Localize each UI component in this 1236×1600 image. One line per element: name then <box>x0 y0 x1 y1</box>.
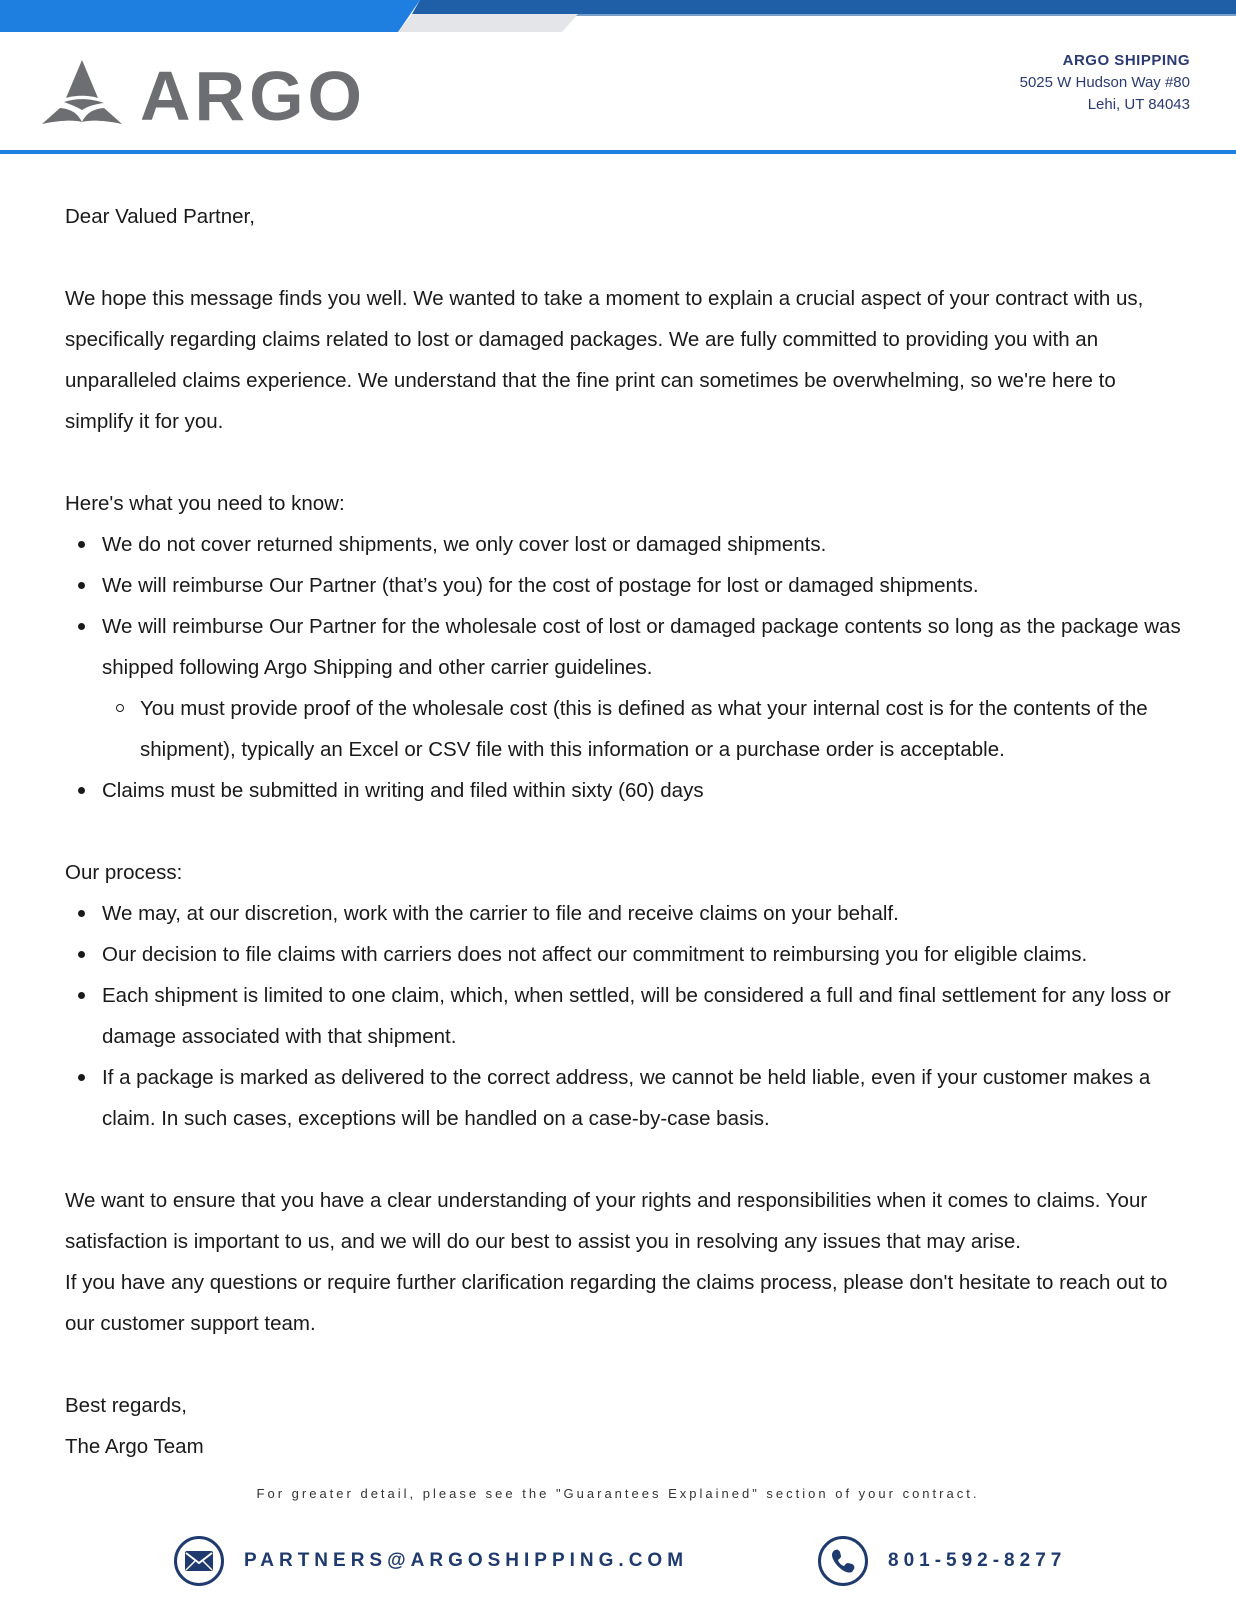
email-link[interactable]: PARTNERS@ARGOSHIPPING.COM <box>244 1550 689 1571</box>
know-heading: Here's what you need to know: <box>65 492 345 515</box>
phone-icon <box>818 1536 868 1586</box>
company-address <box>1020 50 1190 116</box>
argo-sail-logo-icon <box>42 60 122 124</box>
list-item: Claims must be submitted in writing and filed within sixty (60) days <box>65 770 1185 811</box>
footer-note: For greater detail, please see the "Guarantees Explained" section of your contract. <box>256 1486 980 1501</box>
salutation: Dear Valued Partner, <box>65 205 255 228</box>
process-heading: Our process: <box>65 861 183 884</box>
header-divider <box>0 150 1236 154</box>
list-item: If a package is marked as delivered to the correct address, we cannot be held liable, even if your customer makes a claim. In such cases, exceptions will be handled on a case-by-case basis. <box>65 1057 1185 1139</box>
list-item: Each shipment is limited to one claim, which, when settled, will be considered a full and final settlement for any loss or damage associated with that shipment. <box>65 975 1185 1057</box>
address-line-1: 5025 W Hudson Way #80 <box>1019 74 1190 91</box>
header-top-band <box>0 0 1236 32</box>
know-list <box>65 524 1185 811</box>
list-item: Our decision to file claims with carriers does not affect our commitment to reimbursing you for eligible claims. <box>65 934 1185 975</box>
list-item: We do not cover returned shipments, we only cover lost or damaged shipments. <box>65 524 1185 565</box>
argo-logo <box>42 58 422 130</box>
brand-wordmark: ARGO <box>140 58 366 130</box>
list-item: We may, at our discretion, work with the carrier to file and receive claims on your behalf. <box>65 893 1185 934</box>
signoff: Best regards, <box>65 1394 187 1417</box>
intro-paragraph: We hope this message finds you well. We wanted to take a moment to explain a crucial aspect of your contract with us, specifically regarding claims related to lost or damaged packages. We are fully committed to providing you with an unparalleled claims experience. We understand that the fine print can sometimes be overwhelming, so we're here to simplify it for you. <box>65 287 1144 433</box>
phone-link[interactable]: 801-592-8277 <box>888 1550 1067 1571</box>
signature: The Argo Team <box>65 1435 204 1458</box>
closing-paragraph-1: We want to ensure that you have a clear understanding of your rights and responsibilities when it comes to claims. Your satisfaction is important to us, and we will do our best to assist you in resolving any issues that may arise. <box>65 1189 1148 1253</box>
sub-list-item: You must provide proof of the wholesale cost (this is defined as what your internal cost is for the contents of the shipment), typically an Excel or CSV file with this information or a purchase order is acceptable. <box>65 688 1185 770</box>
company-name: ARGO SHIPPING <box>1062 52 1190 69</box>
envelope-icon <box>174 1536 224 1586</box>
list-item: We will reimburse Our Partner (that’s you) for the cost of postage for lost or damaged shipments. <box>65 565 1185 606</box>
closing-paragraph-2: If you have any questions or require further clarification regarding the claims process, please don't hesitate to reach out to our customer support team. <box>65 1271 1168 1335</box>
address-line-2: Lehi, UT 84043 <box>1087 96 1190 113</box>
process-list <box>65 893 1185 1139</box>
list-item: We will reimburse Our Partner for the wholesale cost of lost or damaged package contents so long as the package was shipped following Argo Shipping and other carrier guidelines. <box>65 606 1185 688</box>
letter-body <box>65 196 1185 1467</box>
email-contact[interactable] <box>174 1536 688 1586</box>
phone-contact[interactable] <box>818 1536 1066 1586</box>
